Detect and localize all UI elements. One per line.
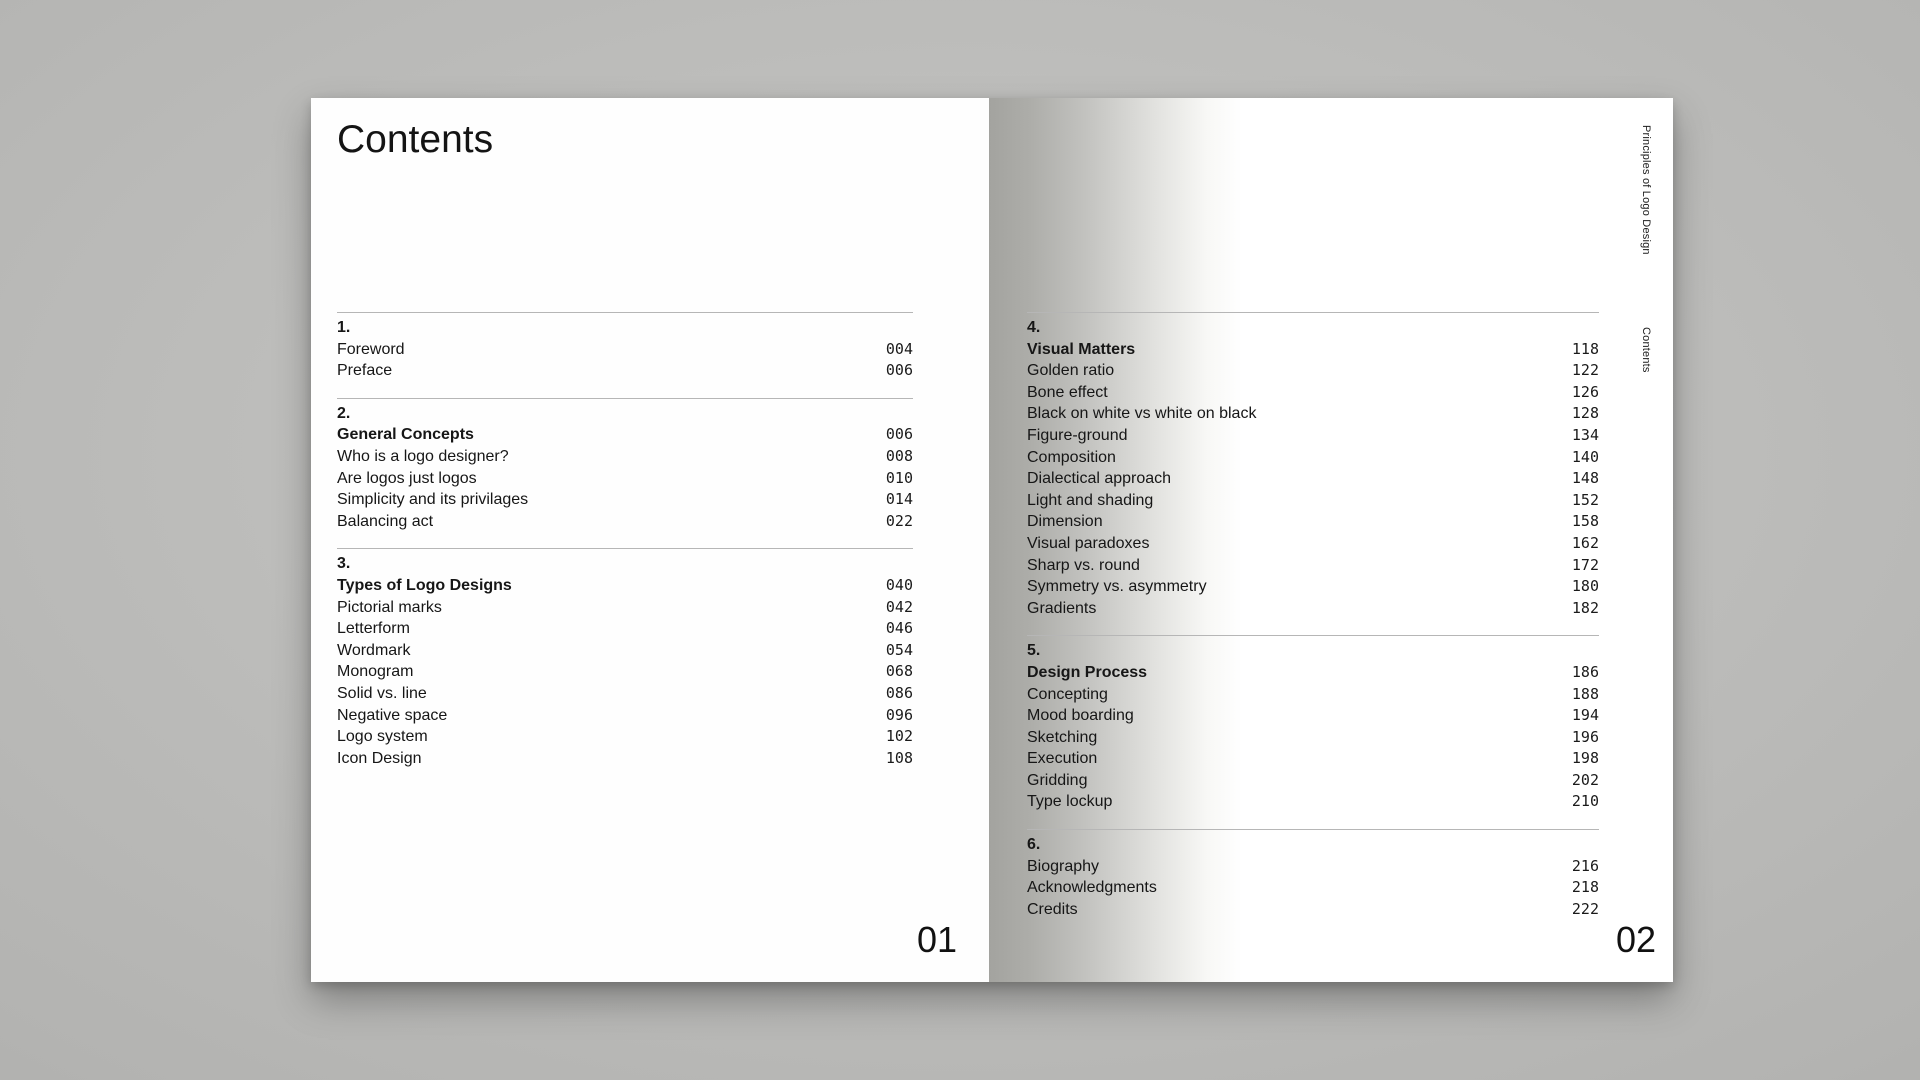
section-number: 5. [1027, 642, 1041, 660]
toc-entry-row [1027, 490, 1599, 512]
toc-entry-row [337, 468, 913, 490]
toc-entry-row [1027, 684, 1599, 706]
entry-page-number: 194 [1571, 706, 1599, 725]
entry-page-number: 042 [885, 597, 913, 616]
entry-label: Are logos just logos [337, 469, 477, 487]
section-number: 6. [1027, 836, 1041, 854]
toc-section-title-row [337, 575, 913, 597]
entry-label: Composition [1027, 448, 1116, 466]
toc-entry-row [1027, 533, 1599, 555]
entry-label: Acknowledgments [1027, 879, 1157, 897]
toc-entry-row [1027, 447, 1599, 469]
entry-label: Light and shading [1027, 491, 1154, 509]
toc-column-left [337, 312, 913, 785]
entry-label: Credits [1027, 900, 1078, 918]
toc-entry-row [337, 640, 913, 662]
toc-entry-row [337, 618, 913, 640]
entry-page-number: 202 [1571, 770, 1599, 789]
section-number: 3. [337, 555, 351, 573]
entry-label: Sharp vs. round [1027, 556, 1140, 574]
entry-page-number: 128 [1571, 404, 1599, 423]
entry-label: Figure-ground [1027, 426, 1128, 444]
entry-label: Dimension [1027, 513, 1103, 531]
entry-page-number: 218 [1571, 878, 1599, 897]
toc-entry-row [337, 360, 913, 382]
toc-entry-row [1027, 425, 1599, 447]
entry-label: Black on white vs white on black [1027, 405, 1257, 423]
page-right [989, 98, 1673, 982]
entry-page-number: 054 [885, 640, 913, 659]
toc-entry-row [337, 748, 913, 770]
entry-page-number: 186 [1571, 662, 1599, 681]
page-title: Contents [337, 118, 494, 161]
entry-label: Symmetry vs. asymmetry [1027, 578, 1207, 596]
entry-label: Preface [337, 362, 393, 380]
entry-label: Visual paradoxes [1027, 534, 1150, 552]
toc-entry-row [337, 661, 913, 683]
toc-entry-row [337, 683, 913, 705]
entry-page-number: 148 [1571, 469, 1599, 488]
toc-section [1027, 829, 1599, 920]
entry-page-number: 068 [885, 662, 913, 681]
toc-entry-row [1027, 899, 1599, 921]
toc-section-title-row [1027, 662, 1599, 684]
entry-page-number: 108 [885, 748, 913, 767]
entry-label: Monogram [337, 663, 414, 681]
toc-entry-row [1027, 791, 1599, 813]
entry-label: Pictorial marks [337, 598, 442, 616]
toc-entry-row [337, 489, 913, 511]
entry-page-number: 006 [885, 425, 913, 444]
entry-label: Types of Logo Designs [337, 576, 512, 594]
entry-page-number: 222 [1571, 899, 1599, 918]
entry-page-number: 182 [1571, 598, 1599, 617]
folio-left: 01 [916, 919, 957, 960]
toc-entry-row [337, 597, 913, 619]
entry-page-number: 008 [885, 446, 913, 465]
toc-entry-row [1027, 877, 1599, 899]
toc-entry-row [1027, 576, 1599, 598]
entry-label: Wordmark [337, 641, 411, 659]
entry-page-number: 004 [885, 339, 913, 358]
entry-label: Biography [1027, 857, 1100, 875]
entry-page-number: 180 [1571, 577, 1599, 596]
entry-label: Logo system [337, 728, 428, 746]
entry-label: Negative space [337, 706, 448, 724]
toc-entry-row [337, 446, 913, 468]
toc-entry-row [337, 511, 913, 533]
section-number: 2. [337, 404, 351, 422]
entry-page-number: 198 [1571, 749, 1599, 768]
entry-page-number: 046 [885, 619, 913, 638]
entry-page-number: 040 [885, 575, 913, 594]
entry-page-number: 140 [1571, 447, 1599, 466]
section-number: 4. [1027, 319, 1041, 336]
entry-label: Gridding [1027, 771, 1088, 789]
toc-section [337, 398, 913, 533]
entry-page-number: 152 [1571, 490, 1599, 509]
toc-entry-row [1027, 705, 1599, 727]
entry-label: Type lockup [1027, 793, 1113, 811]
entry-label: Concepting [1027, 685, 1108, 703]
entry-page-number: 010 [885, 468, 913, 487]
entry-page-number: 102 [885, 727, 913, 746]
entry-page-number: 014 [885, 490, 913, 509]
book-title-vertical-label: Principles of Logo Design [1640, 125, 1652, 255]
entry-label: General Concepts [337, 426, 474, 444]
toc-entry-row [1027, 727, 1599, 749]
entry-label: Execution [1027, 750, 1098, 768]
entry-label: Visual Matters [1027, 340, 1136, 358]
chapter-vertical-label: Contents [1640, 327, 1652, 373]
entry-label: Letterform [337, 620, 410, 638]
toc-section-title-row [1027, 339, 1599, 361]
toc-entry-row [337, 726, 913, 748]
toc-entry-row [337, 705, 913, 727]
entry-page-number: 188 [1571, 684, 1599, 703]
entry-page-number: 216 [1571, 856, 1599, 875]
entry-label: Sketching [1027, 728, 1098, 746]
entry-page-number: 196 [1571, 727, 1599, 746]
entry-page-number: 096 [885, 705, 913, 724]
toc-section [1027, 312, 1599, 619]
entry-page-number: 210 [1571, 792, 1599, 811]
entry-page-number: 122 [1571, 361, 1599, 380]
folio-right: 02 [1615, 919, 1656, 960]
entry-page-number: 126 [1571, 382, 1599, 401]
toc-entry-row [1027, 511, 1599, 533]
entry-label: Mood boarding [1027, 707, 1134, 725]
toc-entry-row [1027, 770, 1599, 792]
toc-entry-row [1027, 555, 1599, 577]
entry-label: Dialectical approach [1027, 470, 1172, 488]
toc-section [337, 312, 913, 382]
entry-label: Foreword [337, 340, 405, 358]
toc-section [1027, 635, 1599, 813]
entry-label: Gradients [1027, 599, 1097, 617]
toc-entry-row [1027, 598, 1599, 620]
book-spread [311, 98, 1673, 982]
entry-page-number: 158 [1571, 512, 1599, 531]
entry-page-number: 172 [1571, 555, 1599, 574]
toc-section-title-row [337, 424, 913, 446]
entry-label: Design Process [1027, 663, 1148, 681]
entry-page-number: 006 [885, 361, 913, 380]
entry-page-number: 022 [885, 511, 913, 530]
entry-label: Who is a logo designer? [337, 447, 509, 465]
entry-label: Solid vs. line [337, 684, 427, 702]
entry-label: Simplicity and its privilages [337, 491, 529, 509]
entry-page-number: 086 [885, 683, 913, 702]
toc-entry-row [337, 339, 913, 361]
toc-section [337, 548, 913, 769]
toc-entry-row [1027, 748, 1599, 770]
toc-entry-row [1027, 856, 1599, 878]
entry-page-number: 118 [1571, 339, 1599, 358]
entry-label: Icon Design [337, 749, 422, 767]
toc-entry-row [1027, 403, 1599, 425]
entry-page-number: 134 [1571, 425, 1599, 444]
entry-label: Golden ratio [1027, 362, 1115, 380]
entry-label: Bone effect [1027, 383, 1108, 401]
entry-page-number: 162 [1571, 533, 1599, 552]
toc-entry-row [1027, 382, 1599, 404]
page-left [311, 98, 989, 982]
section-number: 1. [337, 319, 351, 336]
entry-label: Balancing act [337, 512, 434, 530]
toc-entry-row [1027, 468, 1599, 490]
toc-entry-row [1027, 360, 1599, 382]
toc-column-right [1027, 312, 1599, 936]
